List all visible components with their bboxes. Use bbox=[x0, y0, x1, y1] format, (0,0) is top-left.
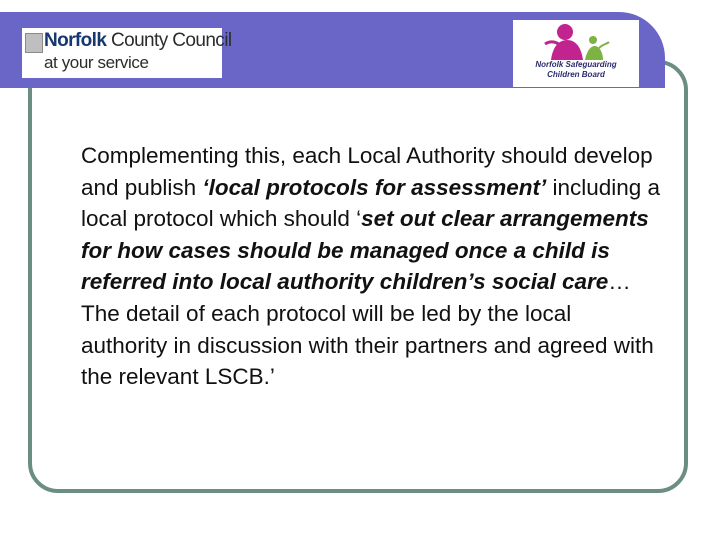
paragraph-part3: …The detail of each protocol will be led by the local authority in discussion with their partners and agreed with the relevant LSCB.’ bbox=[81, 269, 654, 390]
paragraph-emphasis2: set out clear arrangements for how cases should be managed once a child is referred into local authority children’s social care bbox=[81, 206, 649, 295]
paragraph-emphasis1: ‘local protocols for assessment’ bbox=[202, 174, 547, 200]
board-name-line2: Children Board bbox=[547, 70, 605, 79]
council-crest-icon bbox=[25, 33, 43, 53]
norfolk-county-council-logo bbox=[22, 28, 232, 78]
board-name-line1: Norfolk Safeguarding bbox=[535, 60, 617, 69]
logo-tagline: at your service bbox=[44, 53, 149, 72]
paragraph-part2: including a local protocol which should ‘ bbox=[81, 174, 661, 232]
paragraph-part1: Complementing this, each Local Authority should develop and publish bbox=[81, 143, 653, 200]
logo-title-bold: Norfolk bbox=[44, 30, 107, 51]
safeguarding-figures-icon bbox=[541, 22, 611, 62]
logo-title-rest: County Council bbox=[106, 30, 232, 51]
body-paragraph bbox=[81, 140, 661, 393]
board-name bbox=[513, 60, 639, 80]
logo-title bbox=[44, 30, 231, 52]
safeguarding-board-logo bbox=[513, 20, 639, 87]
